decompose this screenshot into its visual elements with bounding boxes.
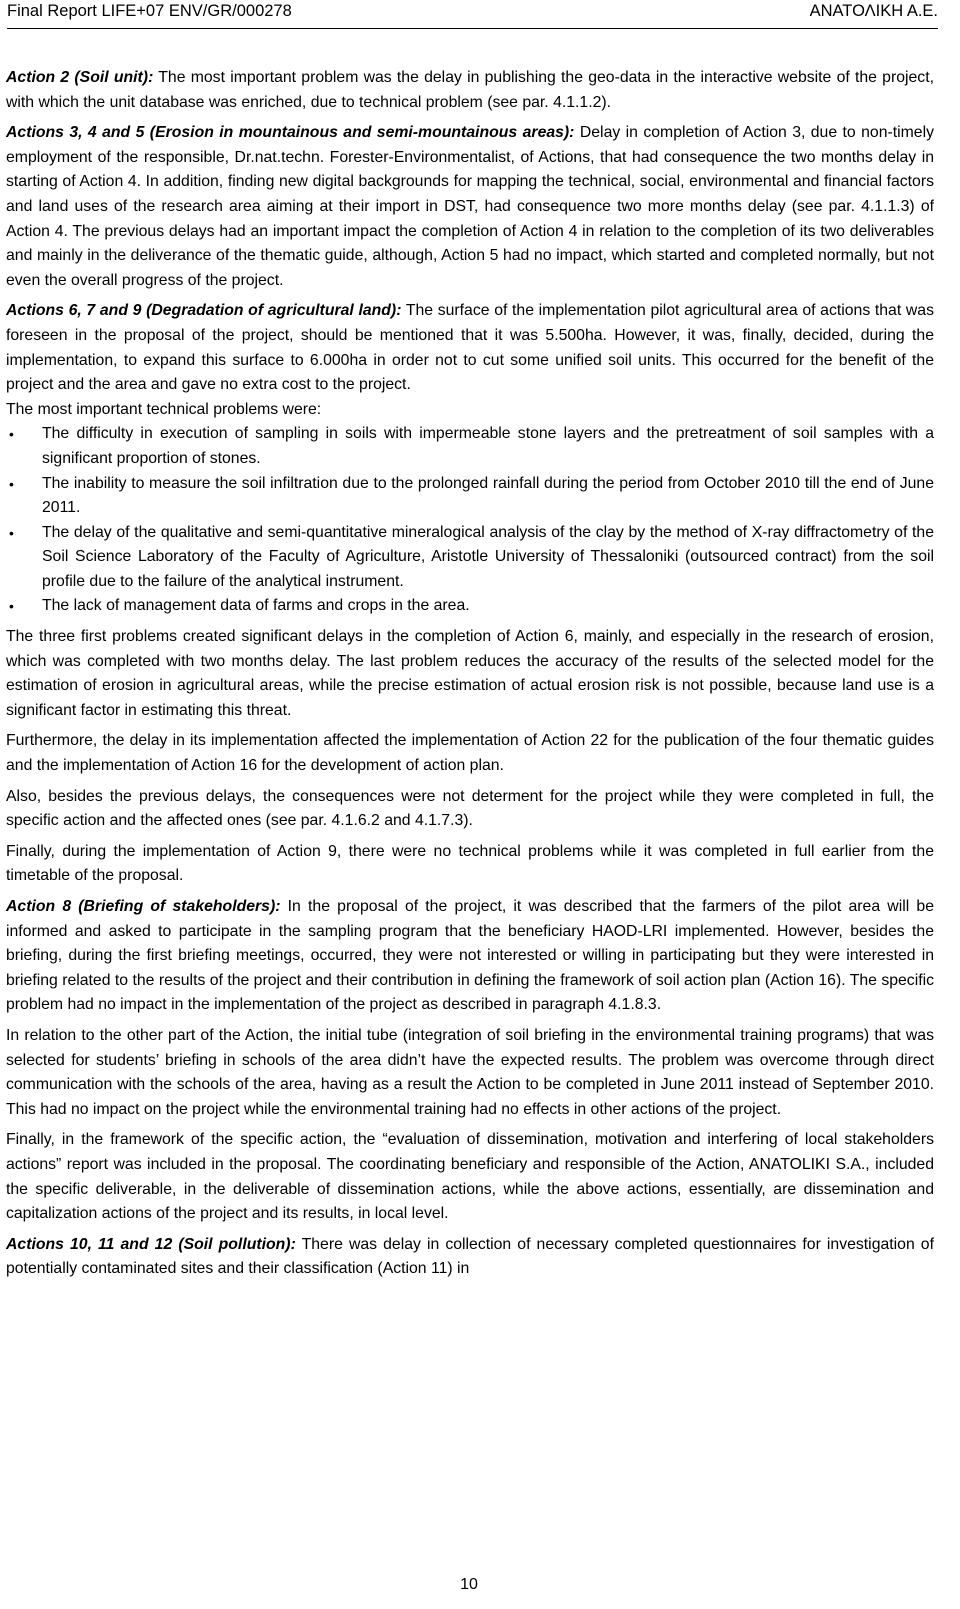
paragraph-consequences: Also, besides the previous delays, the consequences were not determent for the project while they were completed in full, the specific action and the affected ones (see par. 4.1.6.2 and 4.1.7.3). bbox=[6, 787, 934, 830]
page-number: 10 bbox=[460, 1576, 478, 1593]
paragraph-action-22-impact: Furthermore, the delay in its implementation affected the implementation of Action 22 for the publication of the four thematic guides and the implementation of Action 16 for the development of action plan. bbox=[6, 732, 934, 775]
paragraph-actions-3-4-5 bbox=[6, 121, 934, 293]
paragraph-dissemination-report: Finally, in the framework of the specific action, the “evaluation of dissemination, motivation and interfering of local stakeholders actions” report was included in the proposal. The coordinating beneficiary and responsible of the Action, ANATOLIKI S.A., included the specific deliverable, in the deliverable of dissemination actions, while the above actions, essentially, are dissemination and capitalization actions of the project and its results, in local level. bbox=[6, 1131, 934, 1223]
paragraph-action-9: Finally, during the implementation of Action 9, there were no technical problems while it was completed in full earlier from the timetable of the proposal. bbox=[6, 842, 934, 885]
paragraph-heading: Action 2 (Soil unit): bbox=[6, 69, 154, 86]
problems-intro: The most important technical problems were: bbox=[6, 400, 322, 418]
list-item bbox=[6, 594, 934, 619]
list-item bbox=[6, 472, 934, 521]
paragraph-heading: Actions 3, 4 and 5 (Erosion in mountainous and semi-mountainous areas): bbox=[6, 124, 575, 142]
bullet-icon: • bbox=[9, 598, 14, 615]
bullet-icon: • bbox=[9, 426, 14, 443]
paragraph-text: The surface of the implementation pilot agricultural area of actions that was foreseen in the proposal of the project, should be mentioned that it was 5.500ha. However, it was, finally, decided, during the implementation, to expand this surface to 6.000ha in order not to cut some unified soil units. This occurred for the benefit of the project and the area and gave no extra cost to the project. bbox=[6, 302, 934, 394]
paragraph-action-2 bbox=[6, 66, 934, 115]
report-title: Final Report LIFE+07 ENV/GR/000278 bbox=[7, 2, 292, 20]
list-item bbox=[6, 422, 934, 471]
page-header bbox=[7, 0, 938, 29]
paragraph-actions-6-7-9 bbox=[6, 299, 934, 397]
bullet-icon: • bbox=[9, 524, 14, 541]
paragraph-text: The most important problem was the delay in publishing the geo-data in the interactive website of the project, with which the unit database was enriched, due to technical problem (see par. 4.1.1.2). bbox=[6, 69, 934, 111]
list-item-text: The delay of the qualitative and semi-quantitative mineralogical analysis of the clay by the method of X-ray diffractometry of the Soil Science Laboratory of the Faculty of Agriculture, Aristotle University of Thessaloniki (outsourced contract) from the soil profile due to the failure of the analytical instrument. bbox=[42, 523, 934, 590]
paragraph-text: In the proposal of the project, it was described that the farmers of the pilot area will be informed and asked to participate in the sampling program that the beneficiary HAOD-LRI implemented. However, besides the briefing, during the first briefing meetings, occurred, they were not interested or willing in participating but they were interested in briefing related to the results of the project and their contribution in defining the framework of soil action plan (Action 16). The specific problem had no impact in the implementation of the project as described in paragraph 4.1.8.3. bbox=[6, 898, 934, 1014]
list-item bbox=[6, 521, 934, 595]
paragraph-actions-10-11-12 bbox=[6, 1233, 934, 1282]
paragraph-action-8 bbox=[6, 895, 934, 1018]
bullet-icon: • bbox=[9, 475, 14, 492]
paragraph-problem-impact: The three first problems created significant delays in the completion of Action 6, mainly, and especially in the research of erosion, which was completed with two months delay. The last problem reduces the accuracy of the results of the selected model for the estimation of erosion in agricultural areas, while the precise estimation of actual erosion risk is not possible, because land use is a significant factor in estimating this threat. bbox=[6, 628, 934, 719]
paragraph-heading: Actions 6, 7 and 9 (Degradation of agricultural land): bbox=[6, 302, 402, 320]
document-body bbox=[6, 66, 934, 1288]
paragraph-heading: Actions 10, 11 and 12 (Soil pollution): bbox=[6, 1235, 296, 1253]
organization-name: ΑΝΑΤΟΛΙΚΗ Α.Ε. bbox=[809, 2, 938, 20]
paragraph-text: Delay in completion of Action 3, due to non-timely employment of the responsible, Dr.nat.techn. Forester-Environmentalist, of Actions, that had consequence the two months delay in starting of Action 4. In addition, finding new digital backgrounds for mapping the technical, social, environmental and financial factors and land uses of the research area aiming at their import in DST, had consequence two more months delay (see par. 4.1.1.3) of Action 4. The previous delays had an important impact the completion of Action 4 in relation to the completion of its two deliverables and mainly in the deliverance of the thematic guide, although, Action 5 had no impact, which started and completed normally, but not even the overall progress of the project. bbox=[6, 124, 934, 289]
list-item-text: The difficulty in execution of sampling in soils with impermeable stone layers and the pretreatment of soil samples with a significant proportion of stones. bbox=[42, 425, 934, 467]
paragraph-text: There was delay in collection of necessary completed questionnaires for investigation of potentially contaminated sites and their classification (Action 11) in bbox=[6, 1235, 934, 1278]
technical-problems-list bbox=[6, 422, 934, 619]
paragraph-heading: Action 8 (Briefing of stakeholders): bbox=[6, 898, 281, 915]
paragraph-schools-briefing: In relation to the other part of the Action, the initial tube (integration of soil briefing in the environmental training programs) that was selected for students’ briefing in schools of the area didn’t have the expected results. The problem was overcome through direct communication with the schools of the area, having as a result the Action to be completed in June 2011 instead of September 2010. This had no impact on the project while the environmental training had no effects in other actions of the project. bbox=[6, 1026, 934, 1118]
list-item-text: The inability to measure the soil infiltration due to the prolonged rainfall during the period from October 2010 till the end of June 2011. bbox=[42, 474, 934, 517]
list-item-text: The lack of management data of farms and crops in the area. bbox=[42, 597, 470, 615]
